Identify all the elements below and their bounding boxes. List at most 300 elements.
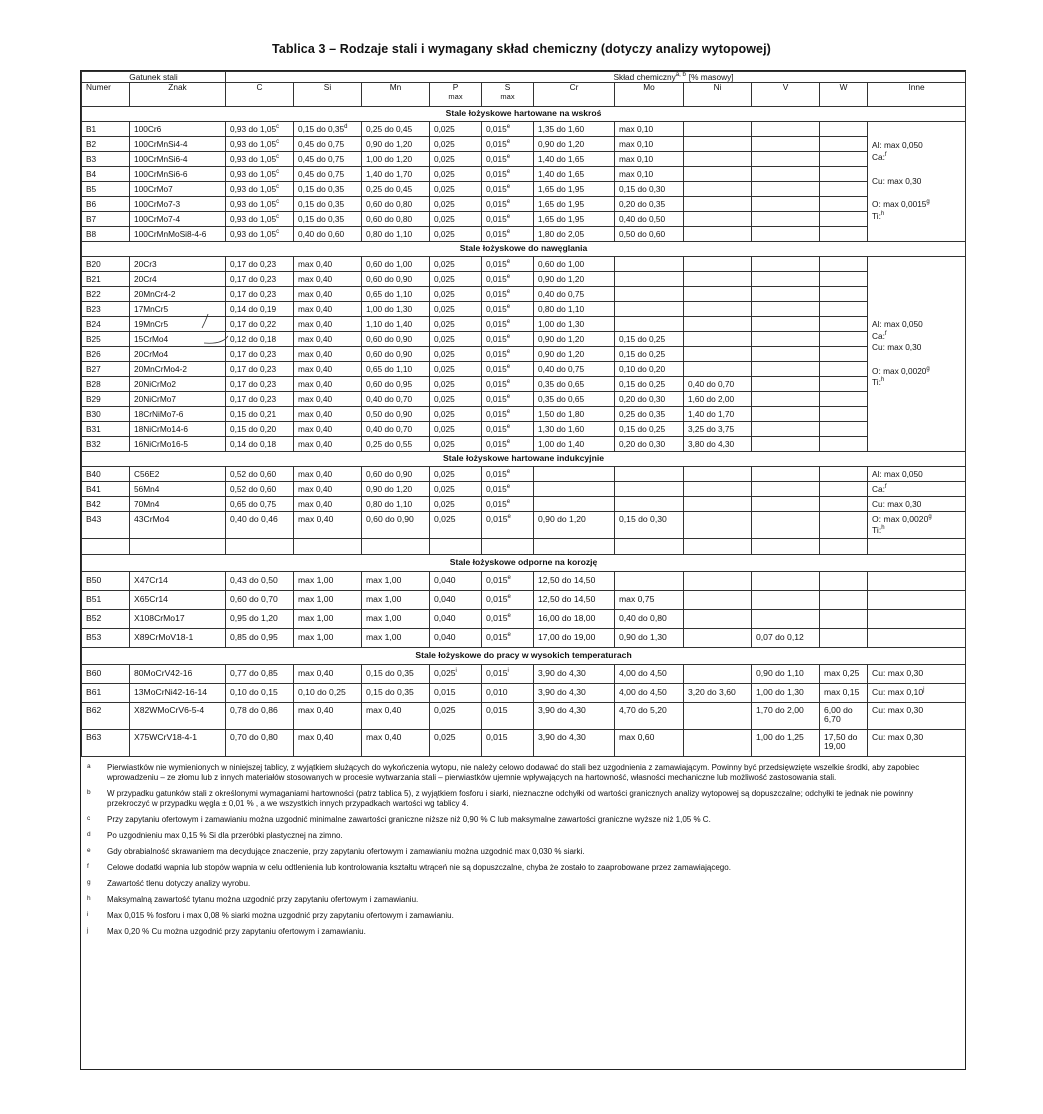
cell-si-text: max 0,40 (298, 273, 333, 284)
cell-s-text: 0,015 (486, 393, 507, 404)
grade-symbol (130, 407, 226, 422)
cell-s-text: 0,015 (486, 153, 507, 164)
cell-s-text: 0,015 (486, 288, 507, 299)
grade-number (82, 182, 130, 197)
cell-p-text: 0,025 (434, 198, 455, 209)
header-element-si (294, 83, 362, 107)
cell-s-text: 0,015 (486, 514, 508, 524)
cell-mo (615, 167, 684, 182)
cell-w (820, 629, 868, 648)
other-element-footnote-ref: g (926, 199, 930, 206)
footnote-text: W przypadku gatunków stali z określonymi wymaganiami hartowności (patrz tablica 5), z wyjątkiem fosforu i siarki, nieznaczne odchyłki od wartości granicznych analizy wytopowej są dopuszczalne; odchyłki te jednak nie powinny przekroczyć w przypadku węgla ± 0,01 % , a we wszystkich innych przypadkach wartości wg tablicy 4. (107, 789, 914, 808)
grade-symbol (130, 629, 226, 648)
cell-mn (362, 422, 430, 437)
cell-mo-text: 0,15 do 0,25 (619, 333, 666, 344)
cell-si (294, 152, 362, 167)
cell-s-footnote-ref: e (506, 303, 511, 310)
cell-c-text: 0,70 do 0,80 (230, 732, 278, 742)
cell-p-text: 0,025 (434, 123, 455, 134)
cell-p-text: 0,025 (434, 303, 455, 314)
cell-mn (362, 392, 430, 407)
cell-p-text: 0,040 (434, 594, 456, 605)
cell-p-text: 0,025 (434, 258, 455, 269)
cell-s-footnote-ref: e (506, 228, 511, 235)
table-row (82, 377, 966, 392)
cell-s (482, 272, 534, 287)
cell-w (820, 197, 868, 212)
cell-cr (534, 317, 615, 332)
cell-v (752, 302, 820, 317)
cell-s-text: 0,015 (486, 378, 507, 389)
grade-symbol (130, 512, 226, 539)
other-elements (868, 467, 966, 482)
cell-ni (684, 482, 752, 497)
cell-cr-text: 0,90 do 1,20 (538, 514, 586, 524)
grade-number (82, 497, 130, 512)
header-element-label: C (256, 82, 263, 92)
grade-symbol (130, 287, 226, 302)
header-element-label: Inne (908, 82, 925, 92)
cell-si (294, 137, 362, 152)
other-element-footnote-ref: f (884, 483, 887, 490)
empty-cell (482, 539, 534, 555)
cell-c (226, 287, 294, 302)
cell-mn-text: 1,10 do 1,40 (366, 318, 413, 329)
grade-symbol (130, 272, 226, 287)
cell-mo-text: 0,90 do 1,30 (619, 632, 667, 643)
cell-c (226, 703, 294, 730)
other-element-footnote-ref: h (880, 377, 885, 384)
grade-number-text: B41 (86, 483, 101, 494)
other-elements-text: Cu: max 0,30 (872, 705, 924, 715)
grade-number (82, 167, 130, 182)
footnote-mark: c (87, 815, 91, 822)
cell-ni-text: 1,60 do 2,00 (688, 393, 735, 404)
cell-s-footnote-ref: e (506, 123, 511, 130)
grade-number-text: B30 (86, 408, 101, 419)
cell-p (430, 703, 482, 730)
grade-number (82, 629, 130, 648)
cell-s (482, 437, 534, 452)
cell-mo-text: max 0,60 (619, 732, 655, 742)
cell-c-text: 0,93 do 1,05 (230, 168, 277, 179)
cell-v (752, 392, 820, 407)
cell-mo (615, 257, 684, 272)
cell-c (226, 332, 294, 347)
cell-mo-text: 4,70 do 5,20 (619, 705, 667, 715)
cell-p-text: 0,025 (434, 514, 456, 524)
cell-mo (615, 347, 684, 362)
grade-symbol (130, 572, 226, 591)
cell-v (752, 610, 820, 629)
cell-mn-text: 0,60 do 0,90 (366, 514, 414, 524)
grade-symbol (130, 362, 226, 377)
table-row (82, 703, 966, 730)
cell-v (752, 730, 820, 757)
cell-s-text: 0,015 (486, 438, 507, 449)
grade-number (82, 197, 130, 212)
grade-symbol (130, 703, 226, 730)
footnote (87, 847, 957, 857)
cell-c-footnote-ref: c (276, 228, 280, 235)
grade-number (82, 362, 130, 377)
cell-c-text: 0,78 do 0,86 (230, 705, 278, 715)
cell-s-text: 0,015 (486, 483, 507, 494)
cell-s-text: 0,015 (486, 423, 507, 434)
cell-w (820, 257, 868, 272)
grade-number (82, 610, 130, 629)
table-row (82, 302, 966, 317)
cell-si-text: max 1,00 (298, 575, 334, 586)
cell-c-text: 0,93 do 1,05 (230, 153, 277, 164)
cell-w (820, 572, 868, 591)
cell-s (482, 167, 534, 182)
cell-p (430, 362, 482, 377)
cell-mo (615, 182, 684, 197)
cell-mo-text: 0,20 do 0,30 (619, 438, 666, 449)
empty-row (82, 539, 966, 555)
cell-s-text: 0,015 (486, 273, 507, 284)
cell-w-text: max 0,25 (824, 668, 860, 679)
cell-cr (534, 482, 615, 497)
table-row (82, 392, 966, 407)
header-element-label: Cr (569, 82, 579, 92)
cell-v (752, 703, 820, 730)
table-row (82, 212, 966, 227)
footnote-mark: f (87, 863, 89, 870)
cell-mo (615, 287, 684, 302)
other-elements (868, 730, 966, 757)
other-elements-text: Cu: max 0,10 (872, 687, 924, 698)
cell-ni (684, 392, 752, 407)
grade-number-text: B50 (86, 575, 102, 586)
grade-number-text: B22 (86, 288, 101, 299)
cell-mn-text: max 1,00 (366, 632, 402, 643)
header-grade (82, 72, 226, 83)
grade-symbol-text: 20MnCr4-2 (134, 288, 176, 299)
cell-mn (362, 467, 430, 482)
grade-symbol (130, 422, 226, 437)
cell-w (820, 317, 868, 332)
cell-mo (615, 467, 684, 482)
cell-ni (684, 629, 752, 648)
table-row (82, 591, 966, 610)
header-element-label: Mn (389, 82, 402, 92)
header-element-ni (684, 83, 752, 107)
table-row (82, 137, 966, 152)
cell-c (226, 152, 294, 167)
other-element-footnote-ref: f (884, 152, 887, 159)
other-element-text: Cu: max 0,30 (872, 498, 922, 509)
cell-si (294, 377, 362, 392)
cell-c (226, 137, 294, 152)
cell-v (752, 182, 820, 197)
cell-p-footnote-ref: i (455, 668, 457, 675)
cell-cr (534, 167, 615, 182)
cell-p (430, 497, 482, 512)
cell-s (482, 392, 534, 407)
cell-p-text: 0,025 (434, 483, 455, 494)
cell-mn (362, 730, 430, 757)
footnote (87, 763, 957, 783)
grade-number (82, 377, 130, 392)
footnote (87, 895, 957, 905)
header-element-c (226, 83, 294, 107)
other-element-footnote-ref: h (881, 525, 885, 532)
cell-mo (615, 197, 684, 212)
cell-si-text: 0,15 do 0,35 (298, 123, 345, 134)
grade-number (82, 317, 130, 332)
cell-mn (362, 482, 430, 497)
grade-symbol-text: 15CrMo4 (134, 333, 169, 344)
cell-ni (684, 730, 752, 757)
other-elements (868, 665, 966, 684)
cell-ni (684, 152, 752, 167)
cell-si-text: max 0,40 (298, 514, 334, 524)
cell-c-text: 0,17 do 0,23 (230, 273, 277, 284)
cell-c (226, 227, 294, 242)
cell-s-text: 0,015 (486, 123, 507, 134)
cell-si-text: max 1,00 (298, 632, 334, 643)
table-row (82, 467, 966, 482)
cell-mo-text: 0,20 do 0,30 (619, 393, 666, 404)
cell-s-footnote-ref: e (506, 333, 511, 340)
cell-w (820, 182, 868, 197)
cell-c-text: 0,17 do 0,23 (230, 393, 277, 404)
other-element-line (872, 366, 961, 378)
grade-symbol (130, 227, 226, 242)
other-elements (868, 629, 966, 648)
table-row (82, 317, 966, 332)
cell-s-footnote-ref: e (507, 575, 511, 582)
grade-number (82, 302, 130, 317)
cell-mn (362, 122, 430, 137)
grade-symbol (130, 437, 226, 452)
header-composition-footnote-ref: a, b (675, 71, 686, 78)
cell-cr-text: 12,50 do 14,50 (538, 575, 596, 586)
cell-si (294, 407, 362, 422)
cell-p-text: 0,025 (434, 138, 455, 149)
table-row (82, 182, 966, 197)
cell-w (820, 332, 868, 347)
grade-symbol (130, 197, 226, 212)
cell-si (294, 302, 362, 317)
cell-v-text: 1,00 do 1,30 (756, 687, 804, 698)
cell-p-text: 0,025 (434, 668, 456, 679)
cell-ni (684, 407, 752, 422)
cell-c (226, 167, 294, 182)
other-elements-footnote-ref: j (923, 687, 925, 694)
cell-mo (615, 703, 684, 730)
cell-s-text: 0,015 (486, 498, 507, 509)
cell-mo (615, 392, 684, 407)
cell-mn (362, 437, 430, 452)
cell-cr-text: 0,40 do 0,75 (538, 363, 585, 374)
grade-number (82, 137, 130, 152)
grade-symbol (130, 610, 226, 629)
cell-s-text: 0,015 (486, 668, 508, 679)
cell-mn-text: 1,00 do 1,30 (366, 303, 413, 314)
cell-s (482, 347, 534, 362)
cell-si-text: max 0,40 (298, 258, 333, 269)
cell-c-text: 0,17 do 0,23 (230, 378, 277, 389)
cell-mn-text: 0,90 do 1,20 (366, 138, 413, 149)
cell-cr (534, 182, 615, 197)
footnote-mark: h (87, 895, 91, 902)
cell-c (226, 591, 294, 610)
cell-cr (534, 347, 615, 362)
header-composition-text: Skład chemiczny (613, 71, 676, 82)
cell-mn-text: 0,65 do 1,10 (366, 288, 413, 299)
cell-c (226, 467, 294, 482)
cell-s (482, 407, 534, 422)
grade-number (82, 122, 130, 137)
cell-cr (534, 610, 615, 629)
grade-number-text: B61 (86, 687, 102, 698)
cell-mn-text: max 1,00 (366, 594, 402, 605)
cell-v (752, 257, 820, 272)
cell-s (482, 257, 534, 272)
section-title-text: Stale łożyskowe do nawęglania (459, 243, 588, 254)
footnote (87, 927, 957, 937)
cell-cr-text: 0,80 do 1,10 (538, 303, 585, 314)
cell-mo-text: 0,40 do 0,80 (619, 613, 667, 624)
cell-v (752, 347, 820, 362)
cell-cr (534, 422, 615, 437)
cell-mo-text: 0,40 do 0,50 (619, 213, 666, 224)
header-element-label: S (504, 82, 511, 92)
cell-mn-text: 0,80 do 1,10 (366, 498, 413, 509)
other-element-text: Ca: (872, 483, 885, 494)
cell-c-text: 0,17 do 0,23 (230, 348, 277, 359)
header-element-cr (534, 83, 615, 107)
header-max-label: max (448, 91, 463, 101)
cell-v (752, 152, 820, 167)
cell-mn (362, 197, 430, 212)
cell-w (820, 287, 868, 302)
other-element-line (872, 176, 961, 188)
cell-s-text: 0,015 (486, 303, 507, 314)
table-row (82, 347, 966, 362)
cell-c (226, 482, 294, 497)
cell-s-text: 0,015 (486, 468, 507, 479)
cell-c-text: 0,15 do 0,21 (230, 408, 277, 419)
cell-v (752, 482, 820, 497)
cell-v (752, 377, 820, 392)
cell-ni (684, 467, 752, 482)
cell-c (226, 437, 294, 452)
grade-number-text: B23 (86, 303, 101, 314)
cell-mn-text: 0,40 do 0,70 (366, 393, 413, 404)
other-element-line (872, 342, 961, 354)
cell-mo-text: 4,00 do 4,50 (619, 687, 667, 698)
cell-c (226, 347, 294, 362)
cell-s (482, 467, 534, 482)
cell-w (820, 482, 868, 497)
cell-s-text: 0,015 (486, 213, 507, 224)
cell-p (430, 407, 482, 422)
cell-v (752, 497, 820, 512)
cell-s-text: 0,015 (486, 183, 507, 194)
cell-mn (362, 257, 430, 272)
cell-si-text: 0,15 do 0,35 (298, 213, 345, 224)
footnote (87, 815, 957, 825)
cell-c (226, 122, 294, 137)
grade-symbol (130, 302, 226, 317)
cell-p-text: 0,025 (434, 153, 455, 164)
grade-number (82, 467, 130, 482)
cell-cr (534, 512, 615, 539)
cell-mn (362, 302, 430, 317)
grade-symbol-text: X89CrMoV18-1 (134, 632, 194, 643)
other-elements (868, 497, 966, 512)
cell-si (294, 167, 362, 182)
cell-mn (362, 152, 430, 167)
cell-mo-text: max 0,10 (619, 153, 654, 164)
grade-symbol (130, 467, 226, 482)
cell-s (482, 610, 534, 629)
grade-symbol (130, 182, 226, 197)
table-row (82, 272, 966, 287)
other-element-text: Ca: (872, 330, 885, 341)
cell-mn (362, 167, 430, 182)
footnote-mark: g (87, 879, 91, 886)
cell-p (430, 152, 482, 167)
cell-mn-text: 0,25 do 0,55 (366, 438, 413, 449)
cell-cr-text: 0,90 do 1,20 (538, 333, 585, 344)
cell-cr-text: 0,35 do 0,65 (538, 393, 585, 404)
cell-c (226, 629, 294, 648)
cell-mn-text: 0,65 do 1,10 (366, 363, 413, 374)
cell-si-text: 0,40 do 0,60 (298, 228, 345, 239)
cell-si-text: max 0,40 (298, 732, 334, 742)
cell-si-text: 0,45 do 0,75 (298, 138, 345, 149)
cell-ni (684, 591, 752, 610)
cell-ni (684, 703, 752, 730)
section-title (82, 242, 966, 257)
empty-cell (752, 539, 820, 555)
grade-symbol (130, 152, 226, 167)
cell-s-text: 0,015 (486, 258, 507, 269)
cell-si-text: max 1,00 (298, 613, 334, 624)
cell-mn-text: max 1,00 (366, 613, 402, 624)
cell-s (482, 591, 534, 610)
grade-number (82, 482, 130, 497)
cell-s-footnote-ref: e (506, 183, 511, 190)
cell-v (752, 591, 820, 610)
empty-cell (226, 539, 294, 555)
cell-cr-text: 3,90 do 4,30 (538, 732, 586, 742)
cell-mn-text: 1,40 do 1,70 (366, 168, 413, 179)
cell-c-text: 0,77 do 0,85 (230, 668, 278, 679)
cell-mn (362, 332, 430, 347)
cell-s-footnote-ref: i (507, 668, 509, 675)
grade-number-text: B2 (86, 138, 97, 149)
cell-ni-text: 3,25 do 3,75 (688, 423, 735, 434)
other-elements (868, 591, 966, 610)
cell-c (226, 377, 294, 392)
cell-mn-text: 0,25 do 0,45 (366, 183, 413, 194)
cell-s-footnote-ref: e (506, 498, 511, 505)
other-element-text: O: max 0,0020 (872, 514, 929, 524)
cell-v-text: 0,90 do 1,10 (756, 668, 804, 679)
header-max-label: max (500, 91, 515, 101)
cell-v (752, 167, 820, 182)
cell-s-footnote-ref: e (506, 393, 511, 400)
cell-ni (684, 227, 752, 242)
table-row (82, 362, 966, 377)
cell-ni (684, 497, 752, 512)
